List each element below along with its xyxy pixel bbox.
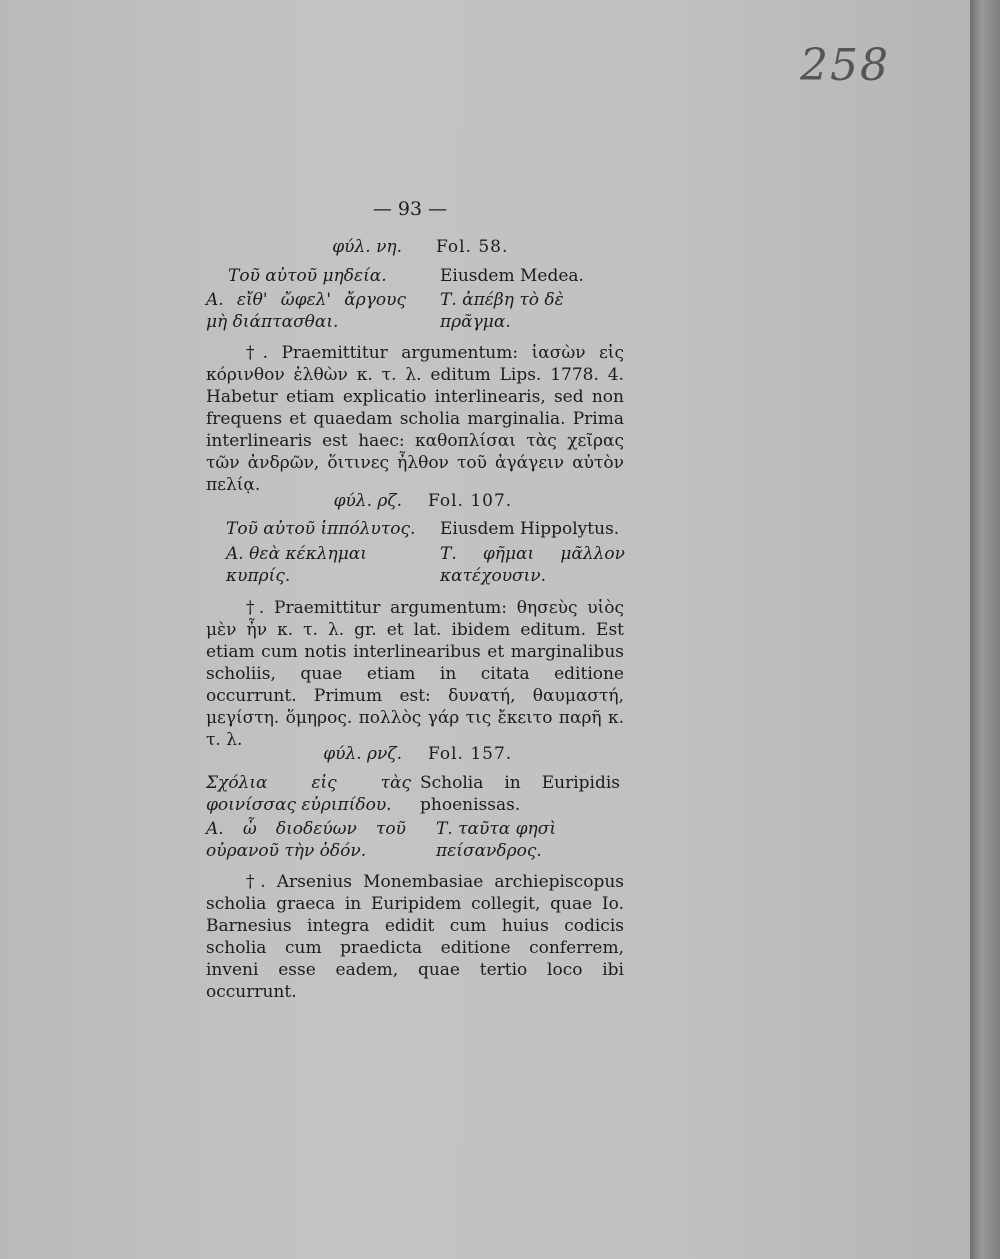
entry-2-title-latin: Eiusdem Hippolytus. xyxy=(440,519,620,539)
entry-3-folio: Fol. 157. xyxy=(428,744,513,764)
entry-3-title-latin: Scholia in Euripidis phoenissas. xyxy=(420,773,620,815)
entry-2-folio: Fol. 107. xyxy=(428,491,513,511)
entry-2-note: †. Praemittitur argumentum: θησεὺς υἱὸς μὲν ἦν κ. τ. λ. gr. et lat. ibidem editum. Est etiam cum notis interlinearibus et marginalibus scholiis, quae etiam in citata editione occurrunt. Primum est: δυνατή, θαυμαστή, μεγίστη. ὅμηρος. πολλὸς γάρ τις ἔκειτο παρῆ κ. τ. λ. xyxy=(206,598,624,750)
entry-3-incipit-greek: Α. ὦ διοδεύων τοῦ οὐρανοῦ τὴν ὁδόν. xyxy=(206,819,406,861)
entry-2-title-greek: Τοῦ αὐτοῦ ἱππόλυτος. xyxy=(226,519,416,539)
entry-1-folio: Fol. 58. xyxy=(436,237,509,257)
pagination: — 93 — xyxy=(372,198,448,220)
entry-2-incipit-greek: Α. θεὰ κέκλημαι κυπρίς. xyxy=(226,544,367,586)
entry-2-incipit-latin: Τ. φῆμαι μᾶλλον κατέχουσιν. xyxy=(440,544,625,586)
entry-2-shelf: φύλ. ρζ. xyxy=(333,491,402,511)
entry-3-shelf: φύλ. ρνζ. xyxy=(323,744,402,764)
entry-1-title-latin: Eiusdem Medea. xyxy=(440,266,584,286)
entry-1-shelf: φύλ. νη. xyxy=(332,237,402,257)
entry-3-note: †. Arsenius Monembasiae archiepiscopus scholia graeca in Euripidem collegit, quae Io. Barnesius integra edidit cum huius codicis scholia cum praedicta editione conferrem, inveni esse eadem, quae tertio loco ibi occurrunt. xyxy=(206,872,624,1002)
entry-1-note: †. Praemittitur argumentum: ἰασὼν εἰς κόρινθον ἐλθὼν κ. τ. λ. editum Lips. 1778. 4. Habetur etiam explicatio interlinearis, sed non frequens et quaedam scholia marginalia. Prima interlinearis est haec: καθοπλίσαι τὰς χεῖρας τῶν ἀνδρῶν, ὅιτινες ἦλθον τοῦ ἀγάγειν αὐτὸν πελίᾳ. xyxy=(206,343,624,495)
page-edge xyxy=(970,0,1000,1259)
handwritten-page-number: 258 xyxy=(800,40,890,91)
entry-3-title-greek: Σχόλια εἰς τὰς φοινίσσας εὐριπίδου. xyxy=(206,773,411,815)
entry-1-title-greek: Τοῦ αὐτοῦ μηδεία. xyxy=(228,266,387,286)
entry-3-incipit-latin: Τ. ταῦτα φησὶ πείσανδρος. xyxy=(436,819,557,861)
entry-1-incipit-greek: Α. εἴθ' ὤφελ' ἄργους μὴ διάπτασθαι. xyxy=(206,290,406,332)
entry-1-incipit-latin: Τ. ἀπέβη τὸ δὲ πρᾶγμα. xyxy=(440,290,564,332)
